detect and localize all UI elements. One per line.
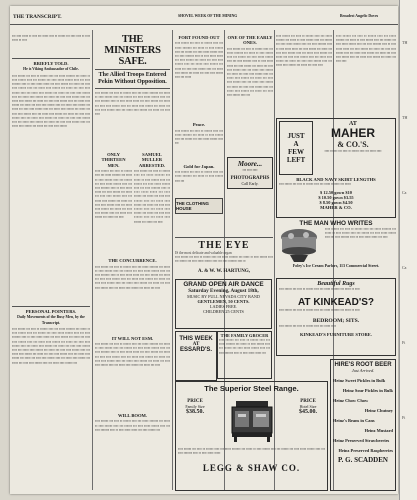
dance-line5: LADIES FREE. [209,304,238,309]
maher-at: AT [349,121,357,127]
column-rule [92,30,93,490]
maher-footer: MAHER & CO. [320,205,352,210]
grocer-title: THE FAMILY GROCER [220,333,269,338]
root-beer-title: HIRE'S ROOT BEER [334,362,392,368]
this-week-line1: THIS WEEK [179,336,213,342]
root-beer-footer: P. G. SCADDEN [338,456,388,464]
maher-price-3: $ 8.50 gown $4.50 [319,200,353,205]
strip-fragment: TH [402,40,408,45]
column-rule [172,30,173,490]
root-beer-item: Heinz Sour Pickles in Bulk [342,388,393,393]
root-beer-sub: Just Arrived. [351,368,375,373]
kinkead-bedroom: BEDROOM; SITS. [312,318,360,324]
price-label-right: PRICE [300,399,316,404]
column-four: ONE OF THE EARLY ONES. ▪▪▪▪ ▪▪▪▪▪▪ ▪▪▪ ▪▪▪▪ ▪▪ ▪▪▪▪▪▪ ▪▪▪▪ ▪▪▪ ▪▪▪▪▪ ▪▪▪▪▪▪▪ ▪▪▪ ▪▪▪▪▪ ▪▪ ▪▪▪▪ ▪▪▪▪▪▪ ▪▪▪▪ ▪▪▪ ▪▪▪▪▪▪ ▪▪▪ ▪▪▪▪ ▪▪▪▪▪ ▪▪▪▪▪▪ ▪▪▪▪ ▪▪▪ ▪▪▪▪ ▪▪▪▪▪▪▪ ▪▪▪▪ ▪▪ ▪▪▪▪ ▪▪▪▪▪ ▪▪▪▪▪ ▪▪▪ ▪▪▪▪ ▪▪▪▪▪▪ ▪▪▪ ▪▪▪▪▪ ▪▪▪ ▪▪▪▪ ▪▪▪▪ ▪▪▪▪▪▪ ▪▪▪▪ ▪▪▪ ▪▪▪▪▪ ▪▪▪▪ ▪▪▪▪▪▪ ▪▪▪ ▪▪▪▪▪ ▪▪▪ ▪▪▪▪ ▪▪▪▪ ▪▪▪▪▪▪ ▪▪▪▪ ▪▪▪ ▪▪▪▪▪ ▪▪▪▪ ▪▪▪▪▪▪ ▪▪▪ ▪▪▪▪▪ ▪▪▪ ▪▪▪▪ ▪▪▪▪ ▪▪▪▪▪▪ ▪▪▪▪ ▪▪▪ ▪▪▪▪▪ ▪▪▪▪ ▪▪▪▪▪▪ ▪▪▪ ▪▪▪▪▪ ▪▪▪ ▪▪▪▪ ▪▪▪▪ ▪▪▪▪▪▪ ▪▪▪▪ ▪▪▪ ▪▪▪▪▪ ▪▪▪▪ ▪▪▪▪▪▪ ▪▪▪ ▪▪▪▪▪ ▪▪▪ ▪▪▪▪ ▪▪▪▪ ▪▪▪▪▪▪ ▪▪▪▪ ▪▪▪ Moore... ▪▪▪ ▪▪▪▪ ▪▪▪▪ PHOTOGRAPHS Call Early. [227,34,273,234]
range-title: The Superior Steel Range. [204,384,299,393]
strip-fragment: TH [402,115,408,120]
photographs-sub: Call Early. [241,180,259,186]
box-just: JUST [287,132,305,140]
story-subheading: WILL BOOM. [117,413,148,419]
range-right-price: $45.00. [299,409,317,415]
photographs-label: PHOTOGRAPHS [230,175,270,181]
column-main-story: THE MINISTERS SAFE. The Allied Troops Entered Pekin Without Opposition. ▪▪▪▪ ▪▪▪▪▪▪ ▪▪▪ ▪▪▪▪ ▪▪ ▪▪▪▪▪▪ ▪▪▪▪ ▪▪▪ ▪▪▪▪▪ ▪▪▪▪▪▪▪ ▪▪▪ ▪▪▪▪▪ ▪▪ ▪▪▪▪ ▪▪▪▪▪▪ ▪▪▪▪ ▪▪▪ ▪▪▪▪▪▪ ▪▪▪ ▪▪▪▪ ▪▪▪▪▪ ▪▪▪▪▪▪ ▪▪▪▪ ▪▪▪ ▪▪▪▪ ▪▪▪▪▪▪▪ ▪▪▪▪ ▪▪ ▪▪▪▪ ▪▪▪▪▪ ▪▪▪▪▪ ▪▪▪ ▪▪▪▪ ▪▪▪▪▪▪ ▪▪▪ ▪▪▪▪▪ ▪▪▪ ▪▪▪▪ ▪▪▪▪ ▪▪▪▪▪▪ ▪▪▪▪ ▪▪▪ ▪▪▪▪▪ ▪▪▪▪ ▪▪▪▪▪▪ ▪▪▪ ▪▪▪▪▪ ▪▪▪ ▪▪▪▪ ▪▪▪▪ ▪▪▪▪▪▪ ▪▪▪▪ ▪▪▪ ▪▪▪▪▪ ▪▪▪▪ ▪▪▪▪▪▪ ▪▪▪ ▪▪▪▪▪ ▪▪▪ ▪▪▪▪ ▪▪▪▪ ONLY THIRTEEN MEN. ▪▪▪▪ ▪▪▪▪▪▪ ▪▪▪ ▪▪▪▪ ▪▪ ▪▪▪▪▪▪ ▪▪▪▪ ▪▪▪ ▪▪▪▪▪ ▪▪▪▪▪▪▪ ▪▪▪ ▪▪▪▪▪ ▪▪ ▪▪▪▪ ▪▪▪▪▪▪ ▪▪▪▪ ▪▪▪ ▪▪▪▪▪▪ ▪▪▪ ▪▪▪▪ ▪▪▪▪▪ ▪▪▪▪▪▪ ▪▪▪▪ ▪▪▪ ▪▪▪▪ ▪▪▪▪▪▪▪ ▪▪▪▪ ▪▪ ▪▪▪▪ ▪▪▪▪▪ ▪▪▪▪▪ ▪▪▪ ▪▪▪▪ ▪▪▪▪▪▪ ▪▪▪ ▪▪▪▪▪ ▪▪▪ ▪▪▪▪ ▪▪▪▪ ▪▪▪▪▪▪ ▪▪▪▪ ▪▪▪ ▪▪▪▪▪ ▪▪▪▪ ▪▪▪▪▪▪ ▪▪▪ ▪▪▪▪▪ ▪▪▪ ▪▪▪▪ ▪▪▪▪ ▪▪▪▪▪▪ ▪▪▪▪ ▪▪▪ ▪▪▪▪▪ ▪▪▪▪ ▪▪▪▪▪▪ ▪▪▪ ▪▪▪▪▪ ▪▪▪ ▪▪▪▪ ▪▪▪▪ ▪▪▪▪▪▪ ▪▪▪▪ ▪▪▪ ▪▪▪▪▪ ▪▪▪▪ ▪▪▪▪▪▪ ▪▪▪ ▪▪▪▪▪ ▪▪▪ ▪▪▪▪ SAMUEL MULLER ARRESTED. ▪▪▪▪ ▪▪▪▪▪▪ ▪▪▪ ▪▪▪▪ ▪▪ ▪▪▪▪▪▪ ▪▪▪▪ ▪▪▪ ▪▪▪▪▪ ▪▪▪▪▪▪▪ ▪▪▪ ▪▪▪▪▪ ▪▪ ▪▪▪▪ ▪▪▪▪▪▪ ▪▪▪▪ ▪▪▪ ▪▪▪▪▪▪ ▪▪▪ ▪▪▪▪ ▪▪▪▪▪ ▪▪▪▪▪▪ ▪▪▪▪ ▪▪▪ ▪▪▪▪ ▪▪▪▪▪▪▪ ▪▪▪▪ ▪▪ ▪▪▪▪ ▪▪▪▪▪ ▪▪▪▪▪ ▪▪▪ ▪▪▪▪ ▪▪▪▪▪▪ ▪▪▪ ▪▪▪▪▪ ▪▪▪ ▪▪▪▪ ▪▪▪▪ ▪▪▪▪▪▪ ▪▪▪▪ ▪▪▪ ▪▪▪▪▪ ▪▪▪▪ ▪▪▪▪▪▪ ▪▪▪ ▪▪▪▪▪ ▪▪▪ ▪▪▪▪ ▪▪▪▪ ▪▪▪▪▪▪ ▪▪▪▪ ▪▪▪ ▪▪▪▪▪ ▪▪▪▪ ▪▪▪▪▪▪ ▪▪▪ ▪▪▪▪▪ ▪▪▪ ▪▪▪▪ ▪▪▪▪ ▪▪▪▪▪▪ ▪▪▪▪ ▪▪▪ ▪▪▪▪▪ ▪▪▪▪ ▪▪▪▪▪▪ ▪▪▪ ▪▪▪▪▪ ▪▪▪ ▪▪▪▪ THE CONCURRENCE. ▪▪▪▪ ▪▪▪▪▪▪ ▪▪▪ ▪▪▪▪ ▪▪ ▪▪▪▪▪▪ ▪▪▪▪ ▪▪▪ ▪▪▪▪▪ ▪▪▪▪▪▪▪ ▪▪▪ ▪▪▪▪▪ ▪▪ ▪▪▪▪ ▪▪▪▪▪▪ ▪▪▪▪ ▪▪▪ ▪▪▪▪▪▪ ▪▪▪ ▪▪▪▪ ▪▪▪▪▪ ▪▪▪▪▪▪ ▪▪▪▪ ▪▪▪ ▪▪▪▪ ▪▪▪▪▪▪▪ ▪▪▪▪ ▪▪ ▪▪▪▪ ▪▪▪▪▪ ▪▪▪▪▪ ▪▪▪ ▪▪▪▪ ▪▪▪▪▪▪ ▪▪▪ ▪▪▪▪▪ ▪▪▪ ▪▪▪▪ ▪▪▪▪ ▪▪▪▪▪▪ ▪▪▪▪ ▪▪▪ ▪▪▪▪▪ ▪▪▪▪ ▪▪▪▪▪▪ ▪▪▪ ▪▪▪▪▪ ▪▪▪ ▪▪▪▪ ▪▪▪▪ ▪▪▪▪▪▪ ▪▪▪▪ ▪▪▪ ▪▪▪▪▪ ▪▪▪▪ ▪▪▪▪▪▪ ▪▪▪ ▪▪▪▪▪ ▪▪▪ ▪▪▪▪ ▪▪▪▪ ▪▪▪▪▪▪ ▪▪▪▪ ▪▪▪ ▪▪▪▪▪ ▪▪▪▪ ▪▪▪▪▪▪ ▪▪▪ ▪▪▪▪▪ ▪▪▪ ▪▪▪▪ IT WILL NOT ESM. ▪▪▪▪ ▪▪▪▪▪▪ ▪▪▪ ▪▪▪▪ ▪▪ ▪▪▪▪▪▪ ▪▪▪▪ ▪▪▪ ▪▪▪▪▪ ▪▪▪▪▪▪▪ ▪▪▪ ▪▪▪▪▪ ▪▪ ▪▪▪▪ ▪▪▪▪▪▪ ▪▪▪▪ ▪▪▪ ▪▪▪▪▪▪ ▪▪▪ ▪▪▪▪ ▪▪▪▪▪ ▪▪▪▪▪▪ ▪▪▪▪ ▪▪▪ ▪▪▪▪ ▪▪▪▪▪▪▪ ▪▪▪▪ ▪▪ ▪▪▪▪ ▪▪▪▪▪ ▪▪▪▪▪ ▪▪▪ ▪▪▪▪ ▪▪▪▪▪▪ ▪▪▪ ▪▪▪▪▪ ▪▪▪ ▪▪▪▪ ▪▪▪▪ ▪▪▪▪▪▪ ▪▪▪▪ ▪▪▪ ▪▪▪▪▪ ▪▪▪▪ ▪▪▪▪▪▪ ▪▪▪ ▪▪▪▪▪ ▪▪▪ ▪▪▪▪ ▪▪▪▪ ▪▪▪▪▪▪ ▪▪▪▪ ▪▪▪ ▪▪▪▪▪ ▪▪▪▪ ▪▪▪▪▪▪ ▪▪▪ ▪▪▪▪▪ ▪▪▪ ▪▪▪▪ ▪▪▪▪ ▪▪▪▪▪▪ ▪▪▪▪ ▪▪▪ ▪▪▪▪▪ ▪▪▪▪ ▪▪▪▪▪▪ ▪▪▪ ▪▪▪▪▪ ▪▪▪ ▪▪▪▪ WILL BOOM. ▪▪▪▪ ▪▪▪▪▪▪ ▪▪▪ ▪▪▪▪ ▪▪ ▪▪▪▪▪▪ ▪▪▪▪ ▪▪▪ ▪▪▪▪▪ ▪▪▪▪▪▪▪ ▪▪▪ ▪▪▪▪▪ ▪▪ ▪▪▪▪ ▪▪▪▪▪▪ ▪▪▪▪ ▪▪▪ ▪▪▪▪▪▪ ▪▪▪ ▪▪▪▪ ▪▪▪▪▪ ▪▪▪▪▪▪ ▪▪▪▪ ▪▪▪ ▪▪▪▪ ▪▪▪▪▪▪▪ ▪▪▪▪ ▪▪ ▪▪▪▪ ▪▪▪▪▪ ▪▪▪▪▪ ▪▪▪ ▪▪▪▪ ▪▪▪▪▪▪ ▪▪▪ [95,34,170,432]
masthead-notice: SHOVEL WEEK OF THE MINING [178,14,238,18]
just-a-few-left-box [279,121,313,175]
story-subheading: SAMUEL MULLER ARRESTED. [138,152,166,168]
ice-cream-icon [276,227,322,263]
grand-dance-ad [175,279,272,329]
section-heading: PERSONAL POINTERS. [25,308,77,314]
column-local-news: ▪▪▪ ▪▪▪▪ ▪▪▪▪▪ ▪▪ ▪▪▪▪ ▪▪▪ ▪▪▪▪▪ ▪▪▪▪ ▪▪ ▪▪▪▪▪▪ ▪▪▪ ▪▪▪▪ ▪▪▪▪ ▪▪ ▪▪▪▪ ▪▪▪▪▪ ▪▪ ▪▪▪▪ BRIEFLY TOLD. He is Viking Ambassador of Chile. ▪▪▪▪ ▪▪▪▪▪▪ ▪▪▪ ▪▪▪▪ ▪▪ ▪▪▪▪▪▪ ▪▪▪▪ ▪▪▪ ▪▪▪▪▪ ▪▪▪▪▪▪▪ ▪▪▪ ▪▪▪▪▪ ▪▪ ▪▪▪▪ ▪▪▪▪▪▪ ▪▪▪▪ ▪▪▪ ▪▪▪▪▪▪ ▪▪▪ ▪▪▪▪ ▪▪▪▪▪ ▪▪▪▪▪▪ ▪▪▪▪ ▪▪▪ ▪▪▪▪ ▪▪▪▪▪▪▪ ▪▪▪▪ ▪▪ ▪▪▪▪ ▪▪▪▪▪ ▪▪▪▪▪ ▪▪▪ ▪▪▪▪ ▪▪▪▪▪▪ ▪▪▪ ▪▪▪▪▪ ▪▪▪ ▪▪▪▪ ▪▪▪▪ ▪▪▪▪▪▪ ▪▪▪▪ ▪▪▪ ▪▪▪▪▪ ▪▪▪▪ ▪▪▪▪▪▪ ▪▪▪ ▪▪▪▪▪ ▪▪▪ ▪▪▪▪ ▪▪▪▪ ▪▪▪▪▪▪ ▪▪▪▪ ▪▪▪ ▪▪▪▪▪ ▪▪▪▪ ▪▪▪▪▪▪ ▪▪▪ ▪▪▪▪▪ ▪▪▪ ▪▪▪▪ ▪▪▪▪ ▪▪▪▪▪▪ ▪▪▪▪ ▪▪▪ ▪▪▪▪▪ ▪▪▪▪ ▪▪▪▪▪▪ ▪▪▪ ▪▪▪▪▪ ▪▪▪ ▪▪▪▪ ▪▪▪▪ ▪▪▪▪▪▪ ▪▪▪▪ ▪▪▪ ▪▪▪▪▪ ▪▪▪▪ ▪▪▪▪▪▪ ▪▪▪ ▪▪▪▪▪ ▪▪▪ ▪▪▪▪ ▪▪▪▪ ▪▪▪▪▪▪ ▪▪▪▪ ▪▪▪ ▪▪▪▪▪ ▪▪▪▪ ▪▪▪▪▪▪ ▪▪▪ ▪▪▪▪▪ ▪▪▪ ▪▪▪▪ ▪▪▪▪ ▪▪▪▪▪▪ ▪▪▪▪ ▪▪▪ ▪▪▪▪▪ ▪▪▪▪ ▪▪▪▪▪▪ ▪▪▪ ▪▪▪▪▪ ▪▪▪ ▪▪▪▪ ▪▪▪▪ ▪▪▪▪▪▪ ▪▪▪▪ ▪▪▪ ▪▪▪▪▪ ▪▪▪▪ ▪▪▪▪▪▪ ▪▪▪ ▪▪▪▪▪ ▪▪▪ ▪▪▪▪ ▪▪▪▪ ▪▪▪▪▪▪ ▪▪▪▪ ▪▪▪ ▪▪▪▪▪ ▪▪▪▪ ▪▪▪▪▪▪ ▪▪▪ ▪▪▪▪▪ ▪▪▪ ▪▪▪▪ ▪▪▪▪ ▪▪▪▪▪▪ ▪▪▪▪ ▪▪▪ ▪▪▪▪▪ ▪▪▪▪ ▪▪▪▪▪▪ ▪▪▪ ▪▪▪▪▪ ▪▪▪ ▪▪▪▪ ▪▪▪▪ ▪▪▪▪▪▪ ▪▪▪▪ ▪▪▪ ▪▪▪▪▪ ▪▪▪▪ ▪▪▪▪▪▪ ▪▪▪ ▪▪▪▪▪ ▪▪▪ ▪▪▪▪ ▪▪▪▪ ▪▪▪▪▪▪ ▪▪▪▪ ▪▪▪ ▪▪▪▪▪ ▪▪▪▪ ▪▪▪▪▪▪ ▪▪▪ ▪▪▪▪▪ ▪▪▪ ▪▪▪▪ ▪▪▪▪ ▪▪▪▪▪▪ PERSONAL POINTERS. Daily Movements of the Busy Men, by the Transcript. ▪▪▪▪ ▪▪▪▪▪▪ ▪▪▪ ▪▪▪▪ ▪▪ ▪▪▪▪▪▪ ▪▪▪▪ ▪▪▪ ▪▪▪▪▪ ▪▪▪▪▪▪▪ ▪▪▪ ▪▪▪▪▪ ▪▪ ▪▪▪▪ ▪▪▪▪▪▪ ▪▪▪▪ ▪▪▪ ▪▪▪▪▪▪ ▪▪▪ ▪▪▪▪ ▪▪▪▪▪ ▪▪▪▪▪▪ ▪▪▪▪ ▪▪▪ ▪▪▪▪ ▪▪▪▪▪▪▪ ▪▪▪▪ ▪▪ ▪▪▪▪ ▪▪▪▪▪ ▪▪▪▪▪ ▪▪▪ ▪▪▪▪ ▪▪▪▪▪▪ ▪▪▪ ▪▪▪▪▪ ▪▪▪ ▪▪▪▪ ▪▪▪▪ ▪▪▪▪▪▪ ▪▪▪▪ ▪▪▪ ▪▪▪▪▪ ▪▪▪▪ ▪▪▪▪▪▪ ▪▪▪ ▪▪▪▪▪ ▪▪▪ ▪▪▪▪ ▪▪▪▪ ▪▪▪▪▪▪ ▪▪▪▪ ▪▪▪ ▪▪▪▪▪ ▪▪▪▪ ▪▪▪▪▪▪ ▪▪▪ ▪▪▪▪▪ ▪▪▪ ▪▪▪▪ ▪▪▪▪ ▪▪▪▪▪▪ ▪▪▪▪ ▪▪▪ ▪▪▪▪▪ ▪▪▪▪ ▪▪▪▪▪▪ ▪▪▪ ▪▪▪▪▪ ▪▪▪ ▪▪▪▪ ▪▪▪▪ ▪▪▪▪▪▪ ▪▪▪▪ ▪▪▪ ▪▪▪▪▪ ▪▪▪▪ ▪▪▪▪▪▪ ▪▪▪ ▪▪▪▪▪ ▪▪▪ ▪▪▪▪ ▪▪▪▪ ▪▪▪▪▪▪ ▪▪▪▪ ▪▪▪ ▪▪▪▪▪ ▪▪▪▪ ▪▪▪▪▪▪ ▪▪▪ ▪▪▪▪▪ ▪▪▪ ▪▪▪▪ ▪▪▪▪ ▪▪▪▪▪▪ ▪▪▪▪ ▪▪▪ ▪▪▪▪▪ ▪▪▪▪ ▪▪▪▪▪▪ ▪▪▪ ▪▪▪▪▪ ▪▪▪ ▪▪▪▪ ▪▪▪▪ ▪▪▪▪▪▪ ▪▪▪▪ ▪▪▪ ▪▪▪▪▪ ▪▪▪▪ ▪▪▪▪▪▪ ▪▪▪ [12,34,90,365]
range-left-price: $38.50. [186,409,204,415]
strip-fragment: Ca [402,265,407,270]
root-beer-item: Heinz Preserved Raspberries [338,448,393,453]
photographs-ad: Moore... ▪▪▪ ▪▪▪▪ ▪▪▪▪ PHOTOGRAPHS Call Early. [227,157,273,189]
story-subheading: IT WILL NOT ESM. [111,335,154,341]
maher-price-1: $ 12.50 gown $10 [320,190,352,195]
range-left-caption: Family Size [185,404,205,409]
maher-ad: JUST A FEW LEFT AT MAHER & CO.'S. ▪▪▪▪ ▪▪▪▪▪▪ ▪▪▪ ▪▪▪▪ ▪▪ ▪▪▪▪▪▪ ▪▪▪▪ ▪▪▪ ▪▪▪▪▪ ▪▪▪▪ BLACK AND NAVY SKIRT LENGTHS ▪▪▪▪ ▪▪▪▪▪▪ ▪▪▪ ▪▪▪▪ ▪▪ ▪▪▪▪▪▪ ▪▪▪▪ ▪▪▪ ▪▪▪▪▪ ▪▪▪▪▪▪▪ ▪▪▪ ▪▪▪▪▪ $ 12.50 gown $10 $ 10.50 gown $3.55 $ 8.50 gown $4.50 MAHER & CO. [276,118,396,218]
price-label-left: PRICE [187,399,203,404]
maher-name: MAHER [331,126,375,140]
kinkead-ad: Beautiful Rugs ▪▪▪▪ ▪▪▪▪▪▪ ▪▪▪ ▪▪▪▪ ▪▪ ▪▪▪▪▪▪ ▪▪▪▪ ▪▪▪ ▪▪▪▪▪ ▪▪▪▪▪▪▪ ▪▪▪ ▪▪▪▪▪ ▪▪ ▪▪▪▪ AT KINKEAD'S? ▪▪▪▪ ▪▪▪▪▪▪ ▪▪▪ ▪▪▪▪ ▪▪ ▪▪▪▪▪▪ ▪▪▪▪ ▪▪▪ ▪▪▪▪▪ ▪▪▪▪▪▪▪ ▪▪▪ ▪▪▪▪▪ ▪▪ ▪▪▪▪ BEDROOM; SITS. ▪▪▪▪ ▪▪▪▪▪▪ ▪▪▪ ▪▪▪▪ ▪▪ ▪▪▪▪▪▪ ▪▪▪▪ ▪▪▪ ▪▪▪▪▪ ▪▪▪▪ KINKEAD'S FURNITURE STORE. [276,278,396,356]
this-week-line3: ESSARD'S. [179,347,213,353]
maher-co: & CO.'S. [337,140,369,149]
maher-price-2: $ 10.50 gown $3.55 [318,195,354,200]
stove-icon [228,399,276,443]
root-beer-item: Heinz Mustard [364,428,393,433]
eye-sub: IS the most delicate and valuable organ [175,251,232,255]
kinkead-title: AT KINKEAD'S? [297,297,375,308]
eye-ad: THE EYE IS the most delicate and valuable organ ▪▪▪▪ ▪▪▪▪▪▪ ▪▪▪ ▪▪▪▪ ▪▪ ▪▪▪▪▪▪ ▪▪▪▪ ▪▪▪ ▪▪▪▪▪ ▪▪▪▪▪▪▪ ▪▪▪ ▪▪▪▪▪ ▪▪ ▪▪▪▪ ▪▪▪▪▪▪ ▪▪▪▪ ▪▪▪ ▪▪▪▪▪▪ ▪▪▪ ▪▪▪▪ ▪▪▪▪▪ ▪▪▪▪▪▪ ▪▪▪▪ ▪▪▪ ▪▪▪▪ ▪▪▪▪▪▪▪ ▪▪▪▪ ▪▪ A. & W. W. HARTUNG, [175,235,273,277]
box-left: LEFT [286,156,306,164]
root-beer-item: Heinz Preserved Strawberries [333,438,390,443]
kinkead-footer: KINKEAD'S FURNITURE STORE. [299,332,373,337]
dance-line2: Saturday Evening, August 18th, [188,288,259,294]
section-subheading: Daily Movements of the Busy Men, by the Transcript. [17,315,85,325]
maher-black-navy: BLACK AND NAVY SKIRT LENGTHS [296,177,376,182]
story-subheading: ONLY THIRTEEN MEN. [101,152,126,168]
column-five-text: ▪▪▪▪ ▪▪▪▪▪▪ ▪▪▪ ▪▪▪▪ ▪▪ ▪▪▪▪▪▪ ▪▪▪▪ ▪▪▪ ▪▪▪▪▪ ▪▪▪▪▪▪▪ ▪▪▪ ▪▪▪▪▪ ▪▪ ▪▪▪▪ ▪▪▪▪▪▪ ▪▪▪▪ ▪▪▪ ▪▪▪▪▪▪ ▪▪▪ ▪▪▪▪ ▪▪▪▪▪ ▪▪▪▪▪▪ ▪▪▪▪ ▪▪▪ ▪▪▪▪ ▪▪▪▪▪▪▪ ▪▪▪▪ ▪▪ ▪▪▪▪ ▪▪▪▪▪ ▪▪▪▪▪ ▪▪▪ ▪▪▪▪ ▪▪▪▪▪▪ ▪▪▪ ▪▪▪▪▪ ▪▪▪ ▪▪▪▪ ▪▪▪▪ ▪▪▪▪▪▪ ▪▪▪▪ ▪▪▪ ▪▪▪▪▪ ▪▪▪▪ ▪▪▪▪▪▪ ▪▪▪ ▪▪▪▪▪ ▪▪▪ ▪▪▪▪ ▪▪▪▪ ▪▪▪▪▪▪ ▪▪▪▪ ▪▪▪ ▪▪▪▪▪ ▪▪▪▪ ▪▪▪▪▪▪ ▪▪▪ ▪▪▪▪▪ ▪▪▪ ▪▪▪▪ ▪▪▪▪ ▪▪▪▪▪▪ ▪▪▪▪ ▪▪▪ ▪▪▪▪▪ ▪▪▪▪ ▪▪▪▪▪▪ ▪▪▪ ▪▪▪▪▪ ▪▪▪ ▪▪▪▪ ▪▪▪▪ [276,34,332,68]
dance-line3: MUSIC BY FULL NEVADA CITY BAND [187,294,260,299]
dance-line6: CHILDREN 25 CENTS [203,309,244,314]
column-three: FORT FOUND OUT ▪▪▪▪ ▪▪▪▪▪▪ ▪▪▪ ▪▪▪▪ ▪▪ ▪▪▪▪▪▪ ▪▪▪▪ ▪▪▪ ▪▪▪▪▪ ▪▪▪▪▪▪▪ ▪▪▪ ▪▪▪▪▪ ▪▪ ▪▪▪▪ ▪▪▪▪▪▪ ▪▪▪▪ ▪▪▪ ▪▪▪▪▪▪ ▪▪▪ ▪▪▪▪ ▪▪▪▪▪ ▪▪▪▪▪▪ ▪▪▪▪ ▪▪▪ ▪▪▪▪ ▪▪▪▪▪▪▪ ▪▪▪▪ ▪▪ ▪▪▪▪ ▪▪▪▪▪ ▪▪▪▪▪ ▪▪▪ ▪▪▪▪ ▪▪▪▪▪▪ ▪▪▪ ▪▪▪▪▪ ▪▪▪ ▪▪▪▪ ▪▪▪▪ ▪▪▪▪▪▪ ▪▪▪▪ ▪▪▪ ▪▪▪▪▪ ▪▪▪▪ ▪▪▪▪▪▪ ▪▪▪ ▪▪▪▪▪ ▪▪▪ ▪▪▪▪ ▪▪▪▪ ▪▪▪▪▪▪ ▪▪▪▪ ▪▪▪ ▪▪▪▪▪ ▪▪▪▪ ▪▪▪▪▪▪ ▪▪▪ ▪▪▪▪▪ ▪▪▪ ▪▪▪▪ ▪▪▪▪ ▪▪▪▪▪▪ ▪▪▪▪ ▪▪▪ ▪▪▪▪▪ Peace. ▪▪▪▪ ▪▪▪▪▪▪ ▪▪▪ ▪▪▪▪ ▪▪ ▪▪▪▪▪▪ ▪▪▪▪ ▪▪▪ ▪▪▪▪▪ ▪▪▪▪▪▪▪ ▪▪▪ ▪▪▪▪▪ ▪▪ ▪▪▪▪ ▪▪▪▪▪▪ ▪▪▪▪ ▪▪▪ ▪▪▪▪▪▪ ▪▪▪ ▪▪▪▪ ▪▪▪▪▪ ▪▪▪▪▪▪ ▪▪▪▪ ▪▪▪ Gold for Japan. ▪▪▪▪ ▪▪▪▪▪▪ ▪▪▪ ▪▪▪▪ ▪▪ ▪▪▪▪▪▪ ▪▪▪▪ ▪▪▪ ▪▪▪▪▪ ▪▪▪▪▪▪▪ ▪▪▪ ▪▪▪▪▪ ▪▪ ▪▪▪▪ ▪▪▪▪▪▪ ▪▪▪▪ ▪▪▪ THE CLOTHING HOUSE [175,34,223,234]
main-deck: The Allied Troops Entered Pekin Without Opposition. [98,72,167,85]
section-heading: ONE OF THE EARLY ONES. [227,35,273,46]
box-few: FEW [288,148,304,156]
strip-fragment: Ca [402,190,407,195]
root-beer-item: Heinz Sweet Pickles in Bulk [333,378,386,383]
man-who-writes-ad: THE MAN WHO WRITES ▪▪▪▪ ▪▪▪▪▪▪ ▪▪▪ ▪▪▪▪ ▪▪ ▪▪▪▪▪▪ ▪▪▪▪ ▪▪▪ ▪▪▪▪▪ ▪▪▪▪▪▪▪ ▪▪▪ ▪▪▪▪▪ ▪▪ ▪▪▪▪ ▪▪▪▪▪▪ ▪▪▪▪ ▪▪▪ ▪▪▪▪▪▪ ▪▪▪ ▪▪▪▪ ▪▪▪▪▪ ▪▪▪▪▪▪ ▪▪▪▪ ▪▪▪ ▪▪▪▪ ▪▪▪▪▪▪▪ ▪▪▪▪ ▪▪ ▪▪▪▪ ▪▪▪▪▪ ▪▪▪▪▪ ▪▪▪ ▪▪▪▪ Foley's Ice Cream Parlors, 113 Commercial Street. [276,220,396,276]
clothing-house-ad: THE CLOTHING HOUSE [175,198,223,214]
section-heading: BRIEFLY TOLD. [33,61,69,66]
moore-label: Moore... [237,159,263,168]
box-a: A [293,140,299,148]
column-six-text: ▪▪▪▪ ▪▪▪▪▪▪ ▪▪▪ ▪▪▪▪ ▪▪ ▪▪▪▪▪▪ ▪▪▪▪ ▪▪▪ ▪▪▪▪▪ ▪▪▪▪▪▪▪ ▪▪▪ ▪▪▪▪▪ ▪▪ ▪▪▪▪ ▪▪▪▪▪▪ ▪▪▪▪ ▪▪▪ ▪▪▪▪▪▪ ▪▪▪ ▪▪▪▪ ▪▪▪▪▪ ▪▪▪▪▪▪ ▪▪▪▪ ▪▪▪ ▪▪▪▪ ▪▪▪▪▪▪▪ ▪▪▪▪ ▪▪ ▪▪▪▪ ▪▪▪▪▪ ▪▪▪▪▪ ▪▪▪ ▪▪▪▪ ▪▪▪▪▪▪ ▪▪▪ ▪▪▪▪▪ ▪▪▪ ▪▪▪▪ ▪▪▪▪ ▪▪▪▪▪▪ ▪▪▪▪ ▪▪▪ ▪▪▪▪▪ ▪▪▪▪ ▪▪▪▪▪▪ ▪▪▪ ▪▪▪▪▪ ▪▪▪ ▪▪▪▪ ▪▪▪▪ ▪▪▪▪▪▪ ▪▪▪▪ ▪▪▪ ▪▪▪▪▪ ▪▪▪▪ ▪▪▪▪▪▪ ▪▪▪ ▪▪▪▪▪ ▪▪▪ ▪▪▪▪ ▪▪▪▪ [336,34,396,64]
section-heading: Peace. [192,122,206,128]
newspaper-page [10,6,398,494]
hartung-name: A. & W. W. HARTUNG, [197,269,251,275]
root-beer-item: Heinz's Beans in Cans [333,418,375,423]
this-week-ad [175,331,217,381]
root-beer-item: Heinz Chow Chow [333,398,369,403]
section-subheading: He is Viking Ambassador of Chile. [23,67,79,72]
steel-range-ad: The Superior Steel Range. PRICE Family Size $38.50. PRICE Hotel Size $45.00. ▪▪▪▪ ▪▪▪▪▪▪ ▪▪▪ ▪▪▪▪ ▪▪ ▪▪▪▪▪▪ ▪▪▪▪ ▪▪▪ ▪▪▪▪▪ ▪▪▪▪▪▪▪ ▪▪▪ ▪▪▪▪▪ ▪▪ ▪▪▪▪ ▪▪▪▪▪▪ ▪▪▪▪ ▪▪▪ ▪▪▪▪▪▪ ▪▪▪ ▪▪▪▪ ▪▪▪▪▪ ▪▪▪▪▪▪ ▪▪▪▪ ▪▪▪ ▪▪▪▪ ▪▪▪▪▪▪▪ ▪▪▪▪ ▪▪ ▪▪▪▪ ▪▪▪▪▪ ▪▪▪▪▪ LEGG & SHAW CO. [175,381,328,491]
ice-cream-caption: Foley's Ice Cream Parlors, 113 Commercial Street. [292,263,380,268]
main-headline: THE MINISTERS SAFE. [104,34,161,67]
dance-line4: GENTLEMEN, 50 CENTS. [197,299,250,304]
masthead-rule [10,24,398,25]
eye-title: THE EYE [198,240,250,251]
root-beer-list [333,378,393,453]
this-week-line2: AT [192,342,200,347]
strip-fragment: Fi [402,340,406,345]
dance-line1: GRAND OPEN AIR DANCE [183,281,264,288]
section-heading: Gold for Japan. [183,163,215,169]
masthead-right-notice: Broadest Angelic Doves [340,14,379,18]
range-right-caption: Hotel Size [299,404,317,409]
strip-fragment: Fi [402,415,406,420]
beautiful-rugs: Beautiful Rugs [317,281,355,287]
story-subheading: THE CONCURRENCE. [108,258,157,264]
root-beer-item: Heinz Chutney [364,408,393,413]
root-beer-ad [330,359,396,491]
next-page-edge [399,0,417,500]
paper-name: THE TRANSCRIPT. [13,14,62,20]
section-heading: FORT FOUND OUT [178,35,220,40]
man-who-writes-title: THE MAN WHO WRITES [299,220,373,227]
range-footer: LEGG & SHAW CO. [202,463,301,473]
grocer-ad: THE FAMILY GROCER ▪▪▪▪ ▪▪▪▪▪▪ ▪▪▪ ▪▪▪▪ ▪▪ ▪▪▪▪▪▪ ▪▪▪▪ ▪▪▪ ▪▪▪▪▪ ▪▪▪▪▪▪▪ ▪▪▪ ▪▪▪▪▪ ▪▪ ▪▪▪▪ ▪▪▪▪▪▪ ▪▪▪▪ ▪▪▪ ▪▪▪▪▪▪ ▪▪▪ ▪▪▪▪ ▪▪▪▪▪ ▪▪▪▪▪▪ ▪▪▪▪ ▪▪▪ ▪▪▪▪ ▪▪▪▪▪▪▪ ▪▪▪▪ ▪▪ ▪▪▪▪ ▪▪▪▪▪ ▪▪▪▪▪ ▪▪▪ [217,331,272,379]
